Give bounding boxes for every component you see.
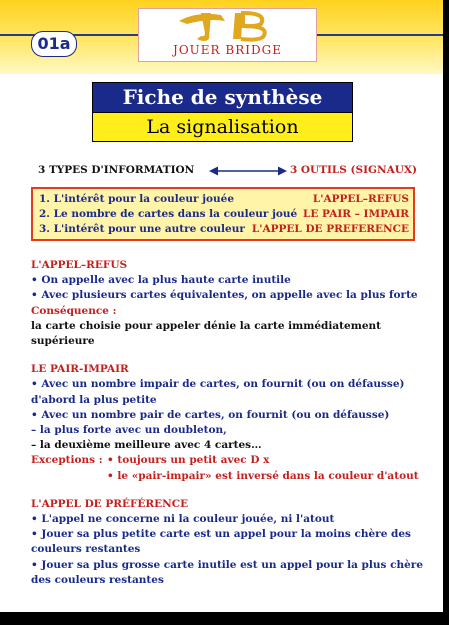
summary-info: 1. L'intérêt pour la couleur jouée <box>39 193 235 205</box>
summary-box <box>31 187 415 241</box>
summary-row <box>39 223 409 237</box>
content <box>31 258 423 588</box>
types-row <box>38 164 417 178</box>
tools-label: 3 OUTILS (SIGNAUX) <box>289 164 417 176</box>
bullet-point: • L'appel ne concerne ni la couleur jouée, ni l'atout <box>31 513 335 526</box>
page-subtitle: La signalisation <box>93 112 352 141</box>
bullet-point: • Avec plusieurs cartes équivalentes, on appelle avec la plus forte <box>31 289 418 302</box>
sub-point: – la deuxième meilleure avec 4 cartes… <box>31 439 262 452</box>
sheet-number-badge: 01a <box>31 31 77 57</box>
types-label: 3 TYPES D'INFORMATION <box>38 164 195 176</box>
double-arrow-icon <box>209 165 287 177</box>
summary-info: 3. L'intérêt pour une autre couleur <box>39 223 245 235</box>
section-heading: L'APPEL–REFUS <box>31 259 128 271</box>
bullet-point: • Jouer sa plus petite carte est un appel pour la moins chère des couleurs restantes <box>31 528 411 556</box>
page-title: Fiche de synthèse <box>93 83 352 112</box>
logo-wordmark: JOUER BRIDGE <box>173 43 282 57</box>
summary-row <box>39 208 409 222</box>
logo-emblem-icon <box>139 9 316 43</box>
jouer-bridge-logo <box>138 8 317 62</box>
consequence-text: la carte choisie pour appeler dénie la carte immédiatement supérieure <box>31 319 381 348</box>
section-heading: L'APPEL DE PRÉFÉRENCE <box>31 497 189 510</box>
bullet-point: • Avec un nombre impair de cartes, on fournit (ou on défausse) d'abord la plus petite <box>31 378 405 406</box>
section-appel-preference <box>31 497 423 588</box>
exceptions-label: Exceptions : <box>31 454 103 467</box>
exceptions <box>31 453 423 483</box>
summary-info: 2. Le nombre de cartes dans la couleur joué <box>39 208 298 220</box>
title-box <box>92 82 353 142</box>
bullet-point: • Jouer sa plus grosse carte inutile est un appel pour la plus chère des couleurs restantes <box>31 558 424 586</box>
bullet-point: • Avec un nombre pair de cartes, on fournit (ou on défausse) <box>31 408 390 421</box>
section-pair-impair <box>31 362 423 484</box>
summary-tool: LE PAIR – IMPAIR <box>303 208 409 220</box>
summary-tool: L'APPEL–REFUS <box>312 193 409 205</box>
sub-point: – la plus forte avec un doubleton, <box>31 424 227 437</box>
exception-item: • toujours un petit avec D x <box>107 454 270 467</box>
exception-item: • le «pair-impair» est inversé dans la couleur d'atout <box>107 469 419 482</box>
summary-tool: L'APPEL DE PREFERENCE <box>251 223 409 235</box>
bullet-point: • On appelle avec la plus haute carte inutile <box>31 274 291 287</box>
consequence-label: Conséquence : <box>31 304 117 317</box>
exceptions-list <box>107 453 419 483</box>
summary-row <box>39 193 409 207</box>
section-heading: LE PAIR-IMPAIR <box>31 363 129 376</box>
section-appel-refus <box>31 258 423 349</box>
